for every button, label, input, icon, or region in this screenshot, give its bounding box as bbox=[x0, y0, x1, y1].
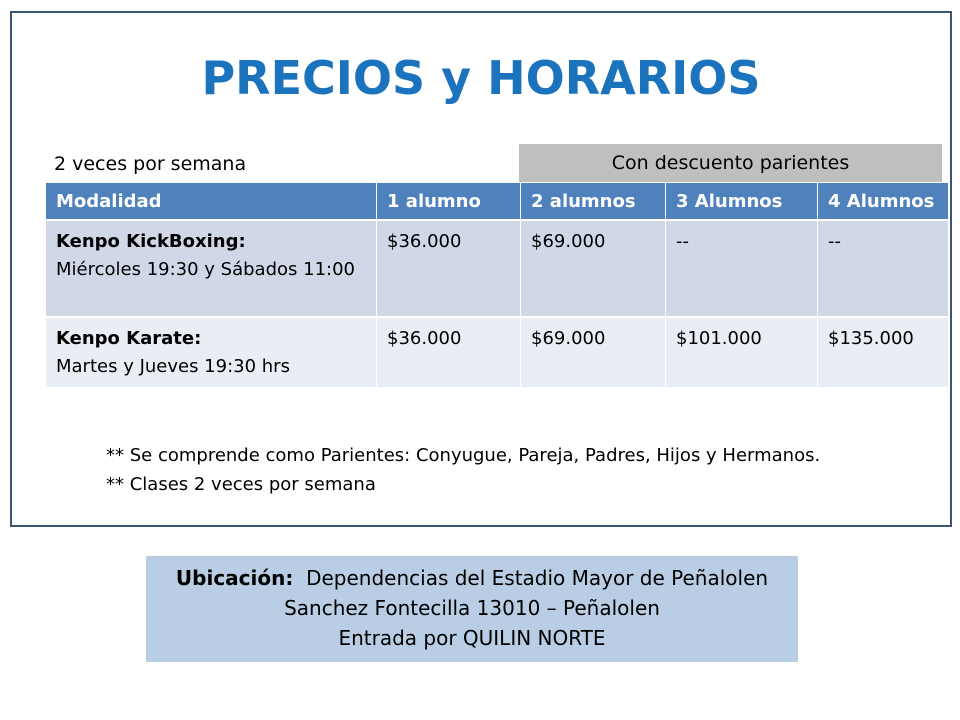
location-address: Sanchez Fontecilla 13010 – Peñalolen bbox=[284, 596, 660, 620]
discount-banner: Con descuento parientes bbox=[519, 144, 942, 182]
modality-cell bbox=[46, 220, 377, 317]
location-line-1 bbox=[146, 563, 798, 593]
price-cell: $69.000 bbox=[521, 220, 666, 317]
price-cell: $101.000 bbox=[666, 317, 818, 387]
modality-name: Kenpo KickBoxing: bbox=[56, 231, 246, 252]
header-2-alumnos: 2 alumnos bbox=[521, 183, 666, 220]
notes bbox=[106, 441, 820, 499]
price-cell: -- bbox=[818, 220, 949, 317]
table-row bbox=[46, 317, 948, 387]
header-4-alumnos: 4 Alumnos bbox=[818, 183, 949, 220]
table-header-row bbox=[46, 183, 948, 220]
note-frequency: ** Clases 2 veces por semana bbox=[106, 474, 376, 495]
modality-cell bbox=[46, 317, 377, 387]
price-table bbox=[46, 183, 948, 387]
table-row bbox=[46, 220, 948, 317]
content-frame bbox=[10, 11, 952, 527]
location-label: Ubicación: bbox=[175, 566, 294, 590]
location-venue: Dependencias del Estadio Mayor de Peñalolen bbox=[306, 566, 769, 590]
price-cell: -- bbox=[666, 220, 818, 317]
price-cell: $36.000 bbox=[377, 220, 521, 317]
header-modalidad: Modalidad bbox=[46, 183, 377, 220]
header-1-alumno: 1 alumno bbox=[377, 183, 521, 220]
note-relatives: ** Se comprende como Parientes: Conyugue, Pareja, Padres, Hijos y Hermanos. bbox=[106, 445, 821, 466]
header-3-alumnos: 3 Alumnos bbox=[666, 183, 818, 220]
location-box bbox=[146, 556, 798, 662]
modality-schedule: Miércoles 19:30 y Sábados 11:00 bbox=[56, 259, 355, 280]
price-cell: $135.000 bbox=[818, 317, 949, 387]
page-title: PRECIOS y HORARIOS bbox=[201, 51, 761, 105]
modality-name: Kenpo Karate: bbox=[56, 328, 202, 349]
price-cell: $69.000 bbox=[521, 317, 666, 387]
location-entrance: Entrada por QUILIN NORTE bbox=[338, 626, 606, 650]
frequency-label: 2 veces por semana bbox=[54, 153, 247, 175]
price-cell: $36.000 bbox=[377, 317, 521, 387]
modality-schedule: Martes y Jueves 19:30 hrs bbox=[56, 356, 290, 377]
